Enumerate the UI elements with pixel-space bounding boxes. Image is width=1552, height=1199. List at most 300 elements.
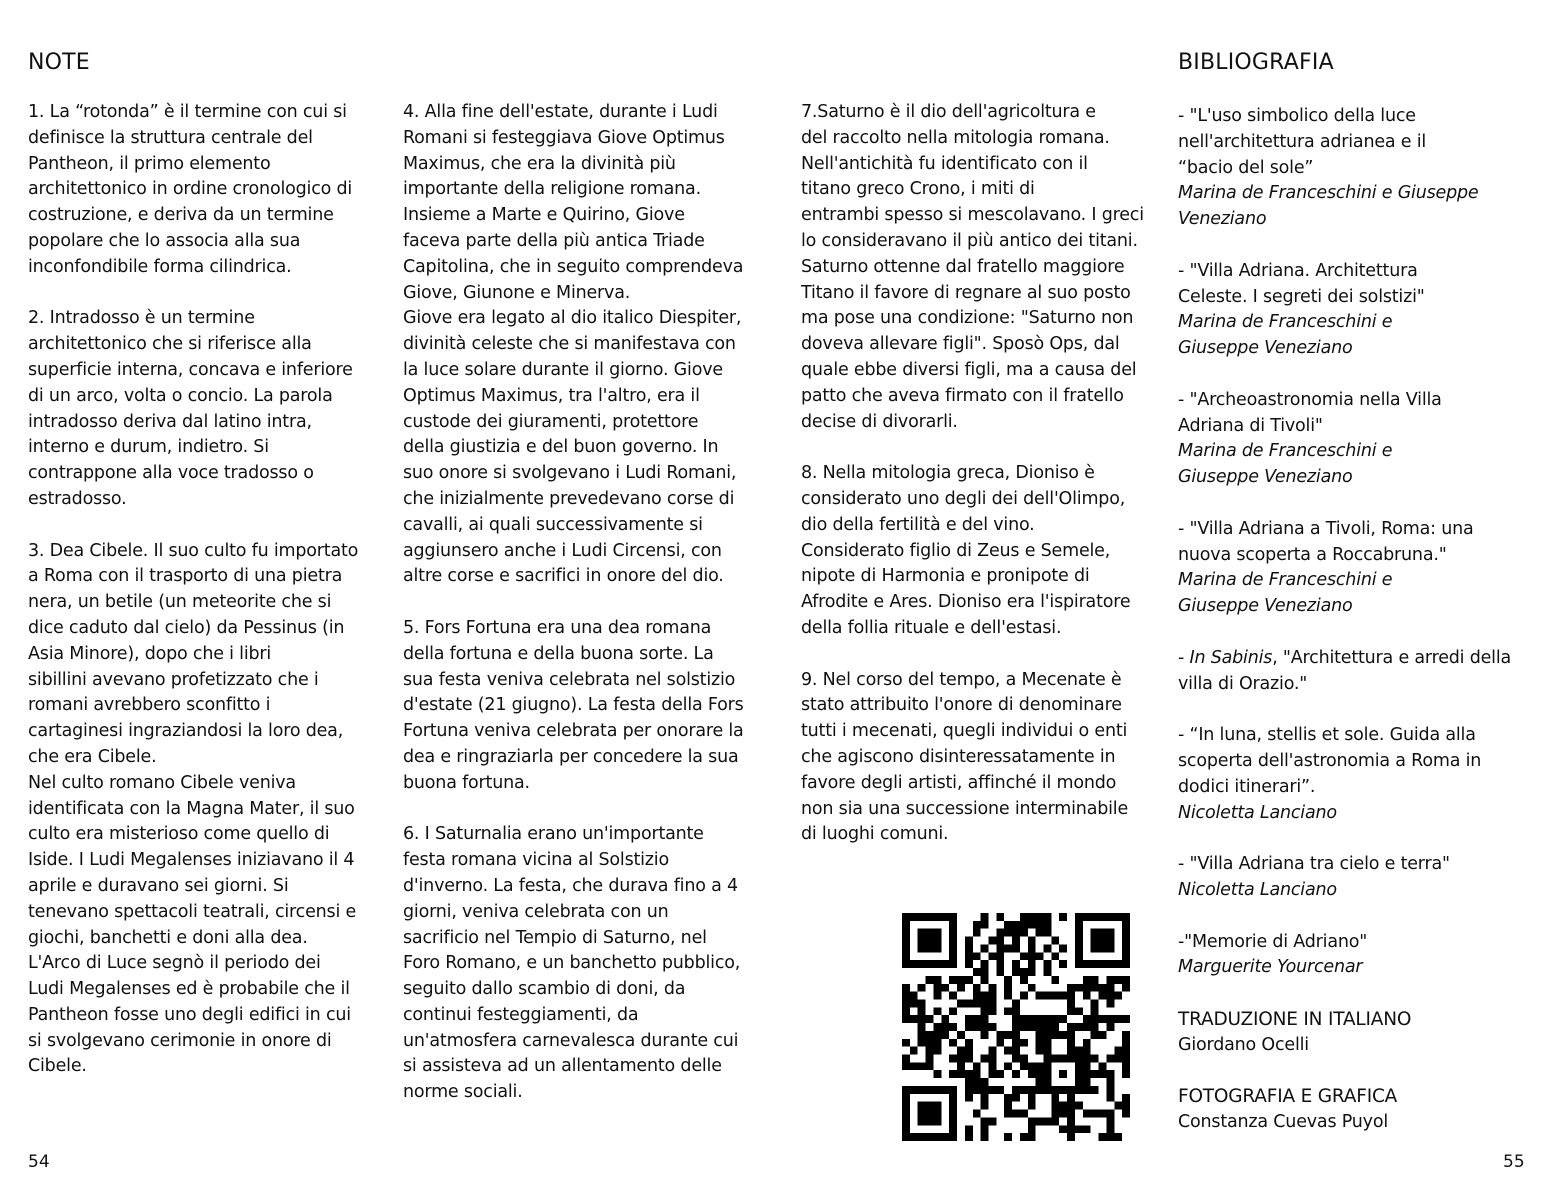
qr-module [973,921,981,929]
qr-module [1106,929,1114,937]
qr-module [1122,1031,1130,1039]
qr-module [965,960,973,968]
note-line: importante della religione romana. [403,179,701,200]
note-line: 2. Intradosso è un termine [28,308,255,329]
qr-module [949,1102,957,1110]
note-line: lo consideravano il più antico dei titani. [801,230,1138,251]
qr-module [918,1031,926,1039]
qr-module [1044,1015,1052,1023]
qr-module [957,984,965,992]
qr-module [933,1110,941,1118]
qr-module [1051,1031,1059,1039]
qr-module [1020,992,1028,1000]
qr-module [941,1086,949,1094]
qr-module [1020,1086,1028,1094]
qr-module [1051,1110,1059,1118]
qr-module [1106,1117,1114,1125]
qr-module [1122,1015,1130,1023]
qr-module [1083,976,1091,984]
qr-module [1067,1133,1075,1141]
qr-module [910,960,918,968]
bibliography-title: -"Memorie di Adriano" [1178,931,1368,952]
qr-module [1059,1086,1067,1094]
qr-module [1028,1094,1036,1102]
qr-module [1059,913,1067,921]
qr-module [918,984,926,992]
qr-module [1114,913,1122,921]
qr-module [1067,1110,1075,1118]
qr-module [981,1102,989,1110]
qr-module [1004,1110,1012,1118]
qr-module [1059,1125,1067,1133]
qr-module [1106,1023,1114,1031]
qr-module [902,960,910,968]
qr-module [1106,1070,1114,1078]
qr-module [1075,952,1083,960]
qr-module [988,952,996,960]
qr-module [918,929,926,937]
qr-module [1059,944,1067,952]
bibliography-author: Giuseppe Veneziano [1178,338,1353,359]
qr-module [1099,1070,1107,1078]
qr-module [1091,999,1099,1007]
qr-module [1036,1117,1044,1125]
qr-module [1012,1007,1020,1015]
qr-module [1099,984,1107,992]
note-line: continui festeggiamenti, da [403,1004,639,1025]
qr-module [918,1086,926,1094]
qr-module [1036,921,1044,929]
qr-module [933,1133,941,1141]
note-line: che inizialmente prevedevano corse di [403,488,735,509]
credit-title: FOTOGRAFIA E GRAFICA [1178,1086,1398,1108]
qr-module [988,992,996,1000]
qr-module [1083,1047,1091,1055]
qr-module [1122,921,1130,929]
note-line: Nell'antichità fu identificato con il [801,153,1088,174]
qr-module [1004,984,1012,992]
qr-module [981,1055,989,1063]
qr-module [1004,976,1012,984]
qr-module [910,1015,918,1023]
qr-module [918,1015,926,1023]
note-line: Insieme a Marte e Quirino, Giove [403,205,685,226]
note-line: un'atmosfera carnevalesca durante cui [403,1030,739,1051]
qr-module [1075,1070,1083,1078]
qr-module [910,1086,918,1094]
note-line: considerato uno degli dei dell'Olimpo, [801,488,1126,509]
qr-module [1114,1133,1122,1141]
qr-module [1106,1110,1114,1118]
qr-module [1036,1047,1044,1055]
qr-module [981,976,989,984]
qr-module [1122,1102,1130,1110]
note-line: dea e ringraziarla per concedere la sua [403,746,739,767]
qr-module [973,929,981,937]
note-line: tenevano spettacoli teatrali, circensi e [28,901,357,922]
qr-module [1067,1023,1075,1031]
qr-module [1106,984,1114,992]
qr-module [965,1086,973,1094]
qr-module [926,929,934,937]
bibliography-author: Marguerite Yourcenar [1178,957,1363,978]
qr-module [1051,976,1059,984]
qr-module [949,913,957,921]
qr-module [1099,1031,1107,1039]
qr-module [1028,937,1036,945]
qr-module [902,1110,910,1118]
qr-module [1106,1015,1114,1023]
qr-module [996,952,1004,960]
qr-module [965,1070,973,1078]
qr-module [957,999,965,1007]
qr-module [1012,1094,1020,1102]
bibliography-entry [1178,646,1538,698]
qr-module [926,1015,934,1023]
qr-module [918,1110,926,1118]
note-line: Nel culto romano Cibele veniva [28,772,296,793]
note-paragraph [28,100,373,281]
qr-module [1106,960,1114,968]
note-paragraph [801,100,1146,435]
qr-module [981,1117,989,1125]
qr-module [1099,1110,1107,1118]
qr-module [988,1023,996,1031]
note-line: giorni, veniva celebrata con un [403,901,669,922]
qr-module [1067,1086,1075,1094]
qr-module [1122,1070,1130,1078]
qr-module [933,1007,941,1015]
qr-module [941,984,949,992]
note-line: architettonico in ordine cronologico di [28,179,353,200]
qr-module [902,1015,910,1023]
qr-module [1051,992,1059,1000]
qr-module [949,976,957,984]
qr-module [1067,1007,1075,1015]
qr-module [1059,960,1067,968]
bibliography-entry [1178,852,1538,904]
note-paragraph [801,461,1146,642]
qr-module [1028,952,1036,960]
qr-module [996,944,1004,952]
qr-module [1106,1078,1114,1086]
qr-module [1059,1102,1067,1110]
note-line: Pantheon, il primo elemento [28,153,271,174]
page-number-right: 55 [1503,1152,1525,1172]
qr-module [902,1007,910,1015]
qr-module [1099,960,1107,968]
qr-module [1114,960,1122,968]
qr-module [1020,1133,1028,1141]
qr-module [973,1070,981,1078]
note-line: della fortuna e della buona sorte. La [403,643,714,664]
note-line: quale ebbe diversi figli, ma a causa del [801,359,1137,380]
note-line: stato attribuito l'onore di denominare [801,695,1122,716]
note-line: estradosso. [28,488,127,509]
qr-module [981,1094,989,1102]
note-line: definisce la struttura centrale del [28,127,313,148]
note-line: Capitolina, che in seguito comprendeva [403,256,744,277]
qr-module [1012,960,1020,968]
qr-module [949,1117,957,1125]
note-line: d'estate (21 giugno). La festa della Fors [403,695,744,716]
bibliography-entry [1178,723,1538,826]
qr-module [1091,913,1099,921]
qr-module [1044,1070,1052,1078]
qr-module [1067,984,1075,992]
qr-module [1036,1070,1044,1078]
qr-module [902,937,910,945]
qr-module [1036,1039,1044,1047]
bibliography-entry [1178,517,1538,620]
qr-module [996,937,1004,945]
qr-module [1114,1102,1122,1110]
qr-module [949,952,957,960]
qr-module [1083,1070,1091,1078]
qr-module [1051,1094,1059,1102]
qr-module [933,976,941,984]
qr-module [1004,921,1012,929]
qr-module [926,1110,934,1118]
notes-column-3 [801,100,1146,874]
qr-module [1036,1078,1044,1086]
note-line: superficie interna, concava e inferiore [28,359,353,380]
qr-module [1020,968,1028,976]
qr-module [902,1055,910,1063]
qr-module [1122,952,1130,960]
note-line: divinità celeste che si manifestava con [403,334,736,355]
qr-module [941,1015,949,1023]
qr-module [902,1133,910,1141]
qr-module [949,960,957,968]
qr-module [1067,1031,1075,1039]
note-line: di un arco, volta o concio. La parola [28,385,333,406]
note-line: sibillini avevano profetizzato che i [28,669,319,690]
qr-module [1083,1039,1091,1047]
qr-module [926,1133,934,1141]
qr-module [949,944,957,952]
qr-module [1004,1007,1012,1015]
qr-module [1051,1015,1059,1023]
note-line: che era Cibele. [28,746,157,767]
qr-module [1051,1055,1059,1063]
qr-module [1122,1047,1130,1055]
notes-column-1 [28,100,373,1106]
qr-module [1012,1055,1020,1063]
bibliography-title: nuova scoperta a Roccabruna." [1178,544,1447,565]
qr-module [1075,1086,1083,1094]
qr-module [1028,1117,1036,1125]
qr-module [1091,1070,1099,1078]
qr-module [926,960,934,968]
bibliography-title: - "Villa Adriana. Architettura [1178,260,1418,281]
credit-photography [1178,1084,1538,1136]
qr-module [933,929,941,937]
heading-bibliografia: BIBLIOGRAFIA [1178,50,1334,75]
qr-module [1091,1086,1099,1094]
qr-module [910,913,918,921]
note-paragraph [801,668,1146,849]
qr-code-icon[interactable] [902,913,1130,1141]
note-line: custode dei giuramenti, protettore [403,411,699,432]
note-line: cartaginesi ingraziandosi la loro dea, [28,721,344,742]
bibliography-author: Marina de Franceschini e Giuseppe [1178,183,1479,204]
note-line: Giove era legato al dio italico Diespiter, [403,308,742,329]
qr-module [1044,1023,1052,1031]
note-line: favore degli artisti, affinché il mondo [801,772,1117,793]
qr-module [1036,1023,1044,1031]
qr-module [933,960,941,968]
qr-module [1067,1094,1075,1102]
qr-module [1028,968,1036,976]
note-line: nipote di Harmonia e pronipote di [801,566,1090,587]
qr-module [965,1133,973,1141]
notes-column-2 [403,100,768,1132]
heading-note: NOTE [28,50,90,75]
note-line: Maximus, che era la divinità più [403,153,676,174]
qr-module [902,921,910,929]
qr-module [1099,1133,1107,1141]
qr-module [902,999,910,1007]
qr-module [973,1062,981,1070]
qr-module [902,1062,910,1070]
note-line: tutti i mecenati, quegli individui o enti [801,721,1128,742]
qr-module [1114,992,1122,1000]
qr-module [988,1086,996,1094]
note-line: costruzione, e deriva da un termine [28,205,334,226]
bibliography-title: dodici itinerari”. [1178,776,1316,797]
qr-module [1075,1078,1083,1086]
qr-module [949,1007,957,1015]
qr-module [1122,1062,1130,1070]
qr-module [1075,1055,1083,1063]
qr-module [1028,1023,1036,1031]
title-rest: , "Architettura e arredi della [1272,647,1512,668]
qr-module [1028,1015,1036,1023]
note-line: sua festa veniva celebrata nel solstizio [403,669,736,690]
bibliography-column [1178,104,1538,1162]
qr-module [926,944,934,952]
qr-module [941,1133,949,1141]
qr-module [1106,976,1114,984]
qr-module [926,1039,934,1047]
qr-module [1067,1047,1075,1055]
qr-module [973,1110,981,1118]
qr-module [1036,1062,1044,1070]
qr-module [981,1086,989,1094]
qr-module [1012,999,1020,1007]
qr-module [957,1055,965,1063]
qr-module [988,1047,996,1055]
qr-module [988,1070,996,1078]
qr-module [941,1031,949,1039]
qr-module [949,921,957,929]
qr-module [1091,1110,1099,1118]
qr-module [957,1047,965,1055]
qr-module [1067,1117,1075,1125]
qr-module [910,1133,918,1141]
qr-module [926,1117,934,1125]
qr-module [1091,1015,1099,1023]
qr-module [933,1039,941,1047]
qr-module [1075,921,1083,929]
qr-module [1012,944,1020,952]
qr-module [1114,976,1122,984]
note-paragraph [28,306,373,512]
qr-module [1067,1125,1075,1133]
qr-module [949,1110,957,1118]
note-line: aggiunsero anche i Ludi Circensi, con [403,540,722,561]
qr-module [1075,1023,1083,1031]
qr-module [1067,1055,1075,1063]
credit-translation [1178,1007,1538,1059]
qr-module [949,1023,957,1031]
qr-module [933,1070,941,1078]
qr-module [1004,1133,1012,1141]
note-line: 6. I Saturnalia erano un'importante [403,824,704,845]
qr-module [1075,929,1083,937]
qr-module [1075,960,1083,968]
qr-module [1028,1086,1036,1094]
qr-module [981,992,989,1000]
bibliography-title: nell'architettura adrianea e il [1178,131,1427,152]
qr-module [973,984,981,992]
qr-module [1051,1023,1059,1031]
qr-module [981,960,989,968]
qr-module [1028,960,1036,968]
note-paragraph [403,822,768,1106]
qr-module [965,976,973,984]
bibliography-title: “bacio del sole” [1178,157,1314,178]
qr-module [957,1062,965,1070]
note-line: nera, un betile (un meteorite che si [28,592,332,613]
qr-module [1122,937,1130,945]
qr-module [933,984,941,992]
note-line: dio della fertilità e del vino. [801,514,1035,535]
qr-module [941,913,949,921]
qr-module [926,913,934,921]
qr-module [1020,1023,1028,1031]
qr-module [1059,1070,1067,1078]
qr-module [1020,976,1028,984]
qr-module [1059,1015,1067,1023]
qr-module [1106,1133,1114,1141]
qr-module [949,1039,957,1047]
qr-module [965,1047,973,1055]
note-line: inconfondibile forma cilindrica. [28,256,292,277]
note-line: entrambi spesso si mescolavano. I greci [801,205,1144,226]
qr-module [1004,1047,1012,1055]
note-line: a Roma con il trasporto di una pietra [28,566,343,587]
note-line: Foro Romano, e un banchetto pubblico, [403,953,741,974]
qr-module [918,1062,926,1070]
note-line: aprile e duravano sei giorni. Si [28,875,289,896]
note-paragraph [403,616,768,797]
qr-module [1091,960,1099,968]
qr-module [1067,1102,1075,1110]
qr-module [1012,1086,1020,1094]
note-line: sacrificio nel Tempio di Saturno, nel [403,927,707,948]
qr-module [1083,1110,1091,1118]
qr-module [1099,929,1107,937]
qr-module [981,1023,989,1031]
qr-module [1020,1062,1028,1070]
qr-module [1012,1110,1020,1118]
bibliography-author: Marina de Franceschini e [1178,570,1393,591]
note-paragraph [28,539,373,1081]
qr-module [988,1055,996,1063]
bibliography-title: scoperta dell'astronomia a Roma in [1178,750,1482,771]
